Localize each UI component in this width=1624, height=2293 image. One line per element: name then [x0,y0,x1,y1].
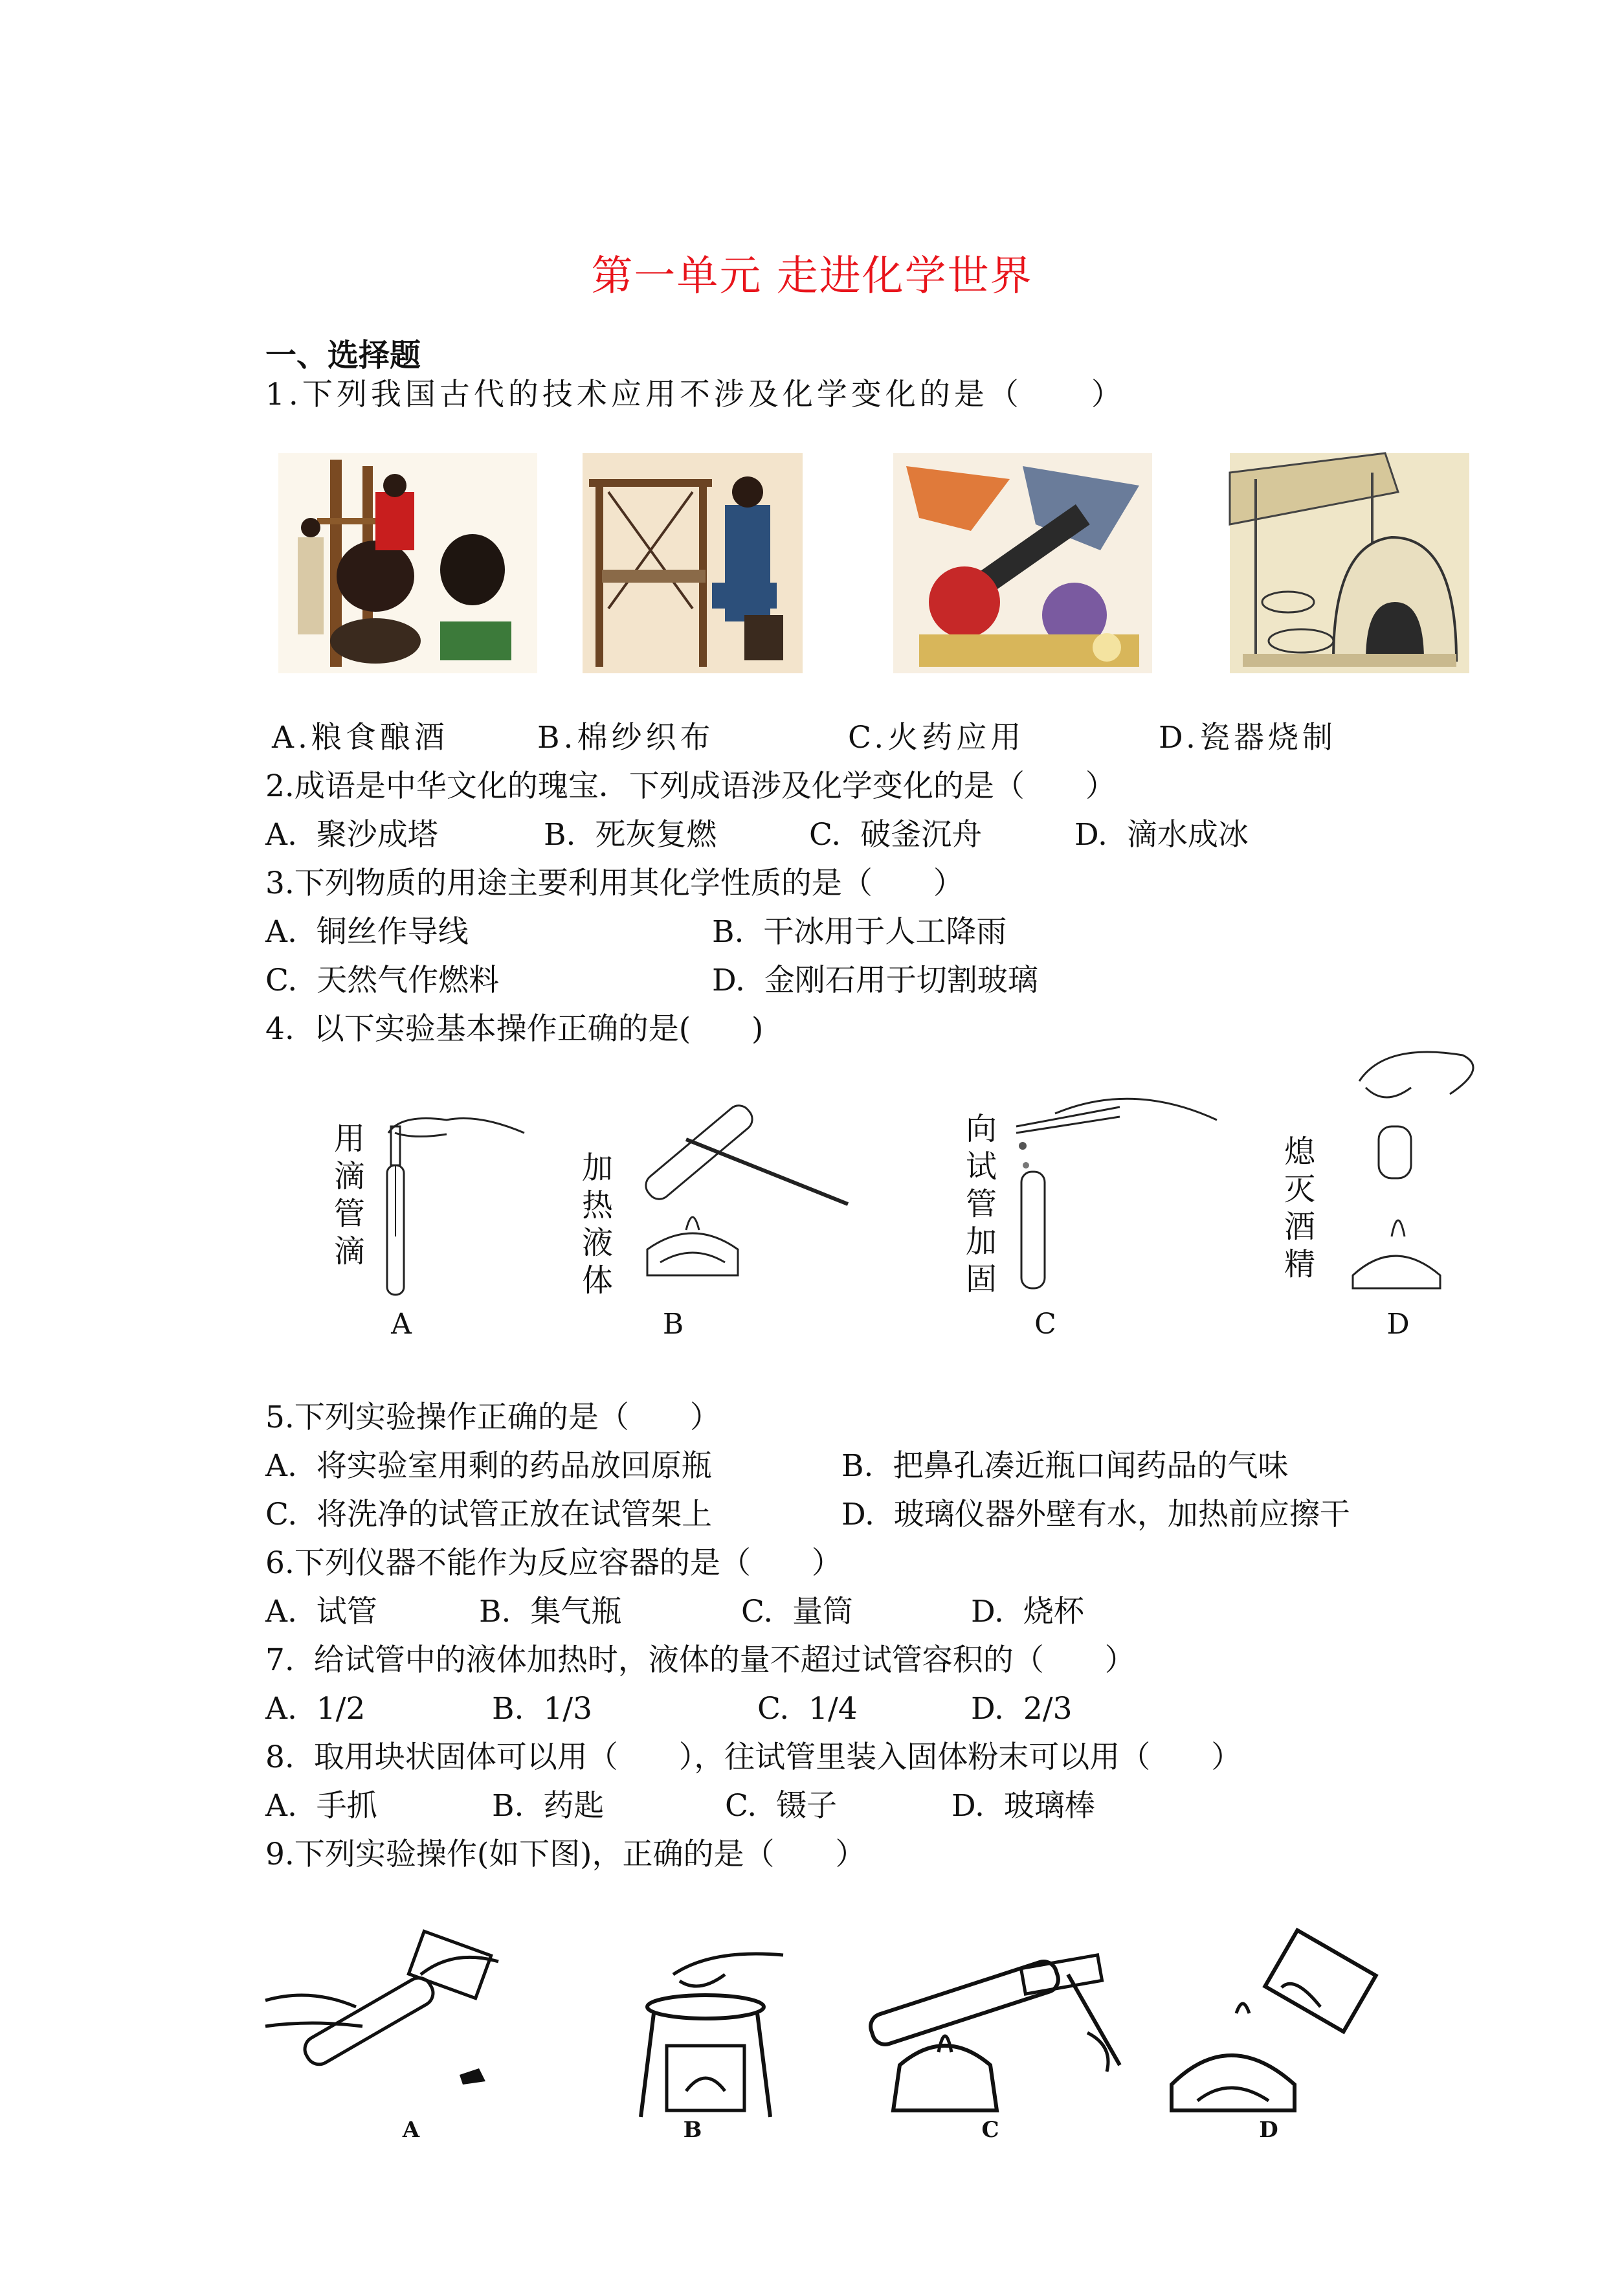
question-1-stem: 1.下列我国古代的技术应用不涉及化学变化的是（ ） [265,377,1126,412]
q4-caption-a: 用滴管滴 [333,1121,365,1270]
question-8-stem: 8. 取用块状固体可以用（ ），往试管里装入固体粉末可以用（ ） [265,1739,1242,1775]
refill-lamp-drawing [1159,1936,1379,2123]
q6-option-c: C. 量筒 [741,1594,854,1629]
q8-option-d: D. 玻璃棒 [951,1788,1095,1824]
q9-label-c: C [981,2117,999,2143]
brewing-scene-image [278,453,537,673]
q7-option-d: D. 2/3 [971,1691,1073,1727]
q1-option-d: D.瓷器烧制 [1159,720,1337,755]
q8-option-b: B. 药匙 [492,1788,605,1824]
q4-caption-c: 向试管加固 [965,1111,997,1297]
q2-option-a: A. 聚沙成塔 [265,817,438,853]
heating-liquid-drawing [621,1088,854,1295]
q4-label-a: A [391,1308,412,1341]
q4-label-b: B [662,1308,684,1341]
page-title: 第一单元 走进化学世界 [591,252,1033,300]
q1-option-a: A.粮食酿酒 [272,720,449,755]
question-6-stem: 6.下列仪器不能作为反应容器的是（ ） [265,1545,842,1581]
q9-label-a: A [402,2117,420,2143]
q3-option-a: A. 铜丝作导线 [265,914,469,950]
question-2-stem: 2.成语是中华文化的瑰宝．下列成语涉及化学变化的是（ ） [265,768,1116,804]
question-9-stem: 9.下列实验操作(如下图)，正确的是（ ） [265,1837,866,1872]
question-4-stem: 4. 以下实验基本操作正确的是( ) [265,1011,764,1047]
q1-option-c: C.火药应用 [848,720,1025,755]
q5-option-c: C. 将洗净的试管正放在试管架上 [265,1497,713,1532]
q6-option-a: A. 试管 [265,1594,377,1629]
question-5-stem: 5.下列实验操作正确的是（ ） [265,1400,720,1435]
pour-liquid-drawing [259,1936,511,2097]
q9-label-d: D [1259,2117,1278,2143]
q4-label-c: C [1034,1308,1056,1341]
porcelain-kiln-image [1230,453,1469,673]
weaving-loom-image [583,453,803,673]
q5-option-b: B. 把鼻孔凑近瓶口闻药品的气味 [841,1448,1289,1484]
q2-option-b: B. 死灰复燃 [544,817,717,853]
extinguish-lamp-drawing [1346,1029,1489,1301]
q4-label-d: D [1386,1308,1410,1341]
q8-option-c: C. 镊子 [725,1788,838,1824]
q2-option-c: C. 破釜沉舟 [809,817,983,853]
q5-option-a: A. 将实验室用剩的药品放回原瓶 [265,1448,712,1484]
q7-option-c: C. 1/4 [757,1691,858,1727]
q7-option-a: A. 1/2 [265,1691,366,1727]
q4-caption-b: 加热液体 [581,1150,613,1299]
q8-option-a: A. 手抓 [265,1788,377,1824]
q2-option-d: D. 滴水成冰 [1074,817,1249,853]
q1-option-b: B.棉纱织布 [537,720,715,755]
q6-option-b: B. 集气瓶 [479,1594,622,1629]
q7-option-b: B. 1/3 [492,1691,592,1727]
q3-option-d: D. 金刚石用于切割玻璃 [712,963,1038,998]
q9-label-b: B [683,2117,702,2143]
dropper-test-tube-drawing [375,1094,531,1301]
question-7-stem: 7. 给试管中的液体加热时，液体的量不超过试管容积的（ ） [265,1642,1135,1678]
heat-on-tripod-drawing [634,1936,803,2123]
q3-option-b: B. 干冰用于人工降雨 [712,914,1007,950]
section-heading: 一、选择题 [265,337,421,374]
heat-tube-drawing [861,1936,1133,2117]
q6-option-d: D. 烧杯 [971,1594,1084,1629]
q4-caption-d: 熄灭酒精 [1284,1134,1315,1282]
q3-option-c: C. 天然气作燃料 [265,963,500,998]
tube-add-solid-drawing [1003,1062,1236,1295]
gunpowder-scene-image [893,453,1152,673]
q5-option-d: D. 玻璃仪器外壁有水，加热前应擦干 [841,1497,1350,1532]
question-3-stem: 3.下列物质的用途主要利用其化学性质的是（ ） [265,866,964,901]
